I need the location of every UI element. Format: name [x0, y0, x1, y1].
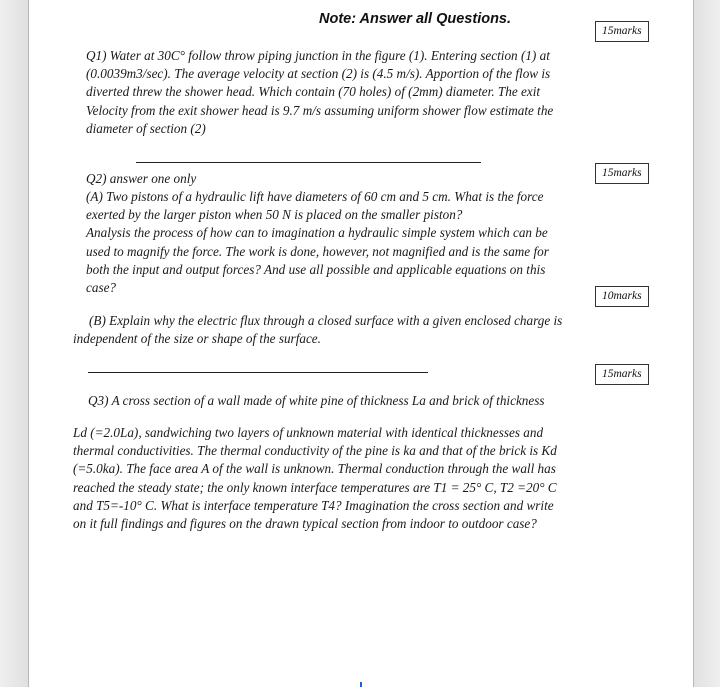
page-title: Note: Answer all Questions.: [319, 11, 512, 27]
q2a-line: exerted by the larger piston when 50 N is placed on the smaller piston?: [86, 207, 463, 223]
viewer-background-left: [0, 0, 28, 687]
q2a-line: used to magnify the force. The work is done, however, not magnified and is the same for: [86, 243, 549, 259]
q1-line: (0.0039m3/sec). The average velocity at section (2) is (4.5 m/s). Apportion of the flow is: [86, 66, 551, 82]
page-indicator-mark: [360, 682, 362, 687]
q3-line: (=5.0ka). The face area A of the wall is unknown. Thermal conduction through the wall has: [73, 461, 556, 477]
q2-part-a: [86, 188, 666, 297]
q2a-line: case?: [86, 280, 117, 296]
q1-line: Velocity from the exit shower head is 9.7 m/s assuming uniform shower flow estimate the: [86, 102, 554, 118]
q3-line: and T5=-10° C. What is interface temperature T4? Imagination the cross section and write: [73, 497, 554, 513]
q2a-line: (A) Two pistons of a hydraulic lift have diameters of 60 cm and 5 cm. What is the force: [86, 189, 544, 204]
q2-part-b: [73, 312, 668, 348]
q1-line: diameter of section (2): [86, 120, 206, 136]
q1-marks-badge: 15marks: [595, 21, 649, 42]
q1-separator: [136, 162, 481, 163]
q3-marks-badge: 15marks: [595, 364, 649, 385]
q3-line: on it full findings and figures on the drawn typical section from indoor to outdoor case?: [73, 516, 537, 532]
q1-line: diverted threw the shower head. Which contain (70 holes) of (2mm) diameter. The exit: [86, 84, 541, 100]
q1-text: [86, 47, 661, 138]
q2-intro: Q2) answer one only: [86, 171, 197, 186]
q2a-line: Analysis the process of how can to imagination a hydraulic simple system which can be: [86, 225, 548, 241]
q3-text: [73, 424, 670, 533]
q2-separator: [88, 372, 428, 373]
q1-line: Q1) Water at 30C° follow throw piping junction in the figure (1). Entering section (1) at: [86, 48, 550, 63]
q2a-line: both the input and output forces? And use all possible and applicable equations on this: [86, 261, 546, 277]
viewer-background-right: [692, 0, 720, 687]
q3-first-line: Q3) A cross section of a wall made of white pine of thickness La and brick of thickness: [88, 393, 545, 408]
q3-line: Ld (=2.0La), sandwiching two layers of unknown material with identical thicknesses and: [73, 425, 544, 440]
q2b-line: independent of the size or shape of the surface.: [73, 331, 321, 347]
q3-line: thermal conductivities. The thermal conductivity of the pine is ka and that of the brick is Kd: [73, 443, 557, 459]
q2-marks-badge: 15marks: [595, 163, 649, 184]
document-page: [28, 0, 694, 687]
q2a-marks-badge: 10marks: [595, 286, 649, 307]
q2b-line: (B) Explain why the electric flux through a closed surface with a given enclosed charge is: [89, 313, 563, 328]
q3-line: reached the steady state; the only known interface temperatures are T1 = 25° C, T2 =20° C: [73, 479, 557, 495]
